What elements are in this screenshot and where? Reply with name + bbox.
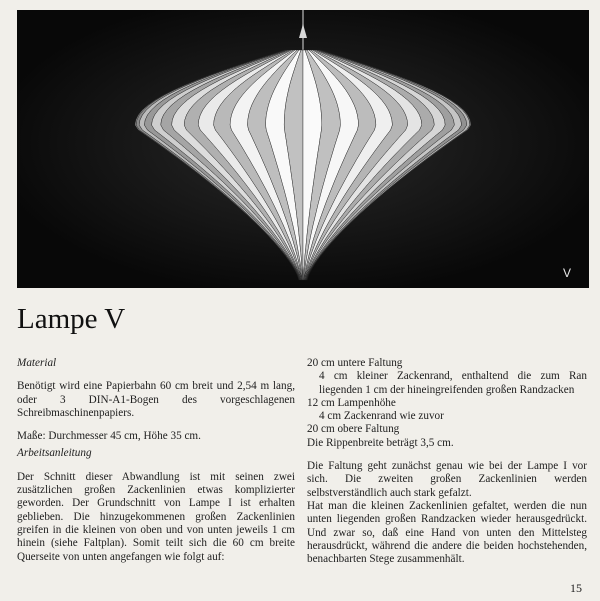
material-heading: Material bbox=[17, 357, 57, 369]
list-item: 4 cm kleiner Zackenrand, enthaltend die zum Ran liegenden 1 cm der hineingreifenden großen Randzacken bbox=[319, 370, 587, 396]
list-item: 4 cm Zackenrand wie zuvor bbox=[319, 410, 444, 423]
paragraph-folding: Die Faltung geht zunächst genau wie bei der Lampe I vor sich. Die zweiten großen Zackenlinien werden selbstverständlich auch stark gefalzt. bbox=[307, 460, 587, 499]
dimensions-text: Maße: Durchmesser 45 cm, Höhe 35 cm. bbox=[17, 430, 201, 443]
list-item: 20 cm untere Faltung bbox=[307, 357, 403, 369]
list-item: Die Rippenbreite beträgt 3,5 cm. bbox=[307, 436, 454, 449]
right-column bbox=[307, 357, 587, 566]
list-item: 12 cm Lampenhöhe bbox=[307, 396, 396, 409]
lamp-photo bbox=[17, 10, 589, 288]
page-number: 15 bbox=[570, 581, 582, 595]
list-item: 20 cm obere Faltung bbox=[307, 423, 400, 436]
instructions-text: Der Schnitt dieser Abwandlung ist mit seinen zwei zusätzlichen großen Zackenlinien etwas komplizierter geworden. Der Grundschnitt von Lampe I ist erhalten geblieben. Die hinzugekommenen großen Zackenlinien greifen in die kleinen von oben und von unten jeweils 1 cm hinein (siehe Faltplan). Somit teilt sich die 60 cm breite Querseite von unten angefangen wie folgt auf: bbox=[17, 470, 295, 563]
paragraph-zigzag: Hat man die kleinen Zackenlinien gefaltet, werden die nun unten liegenden großen Randzacken wieder herausgedrückt. Und zwar so, daß eine Hand von unten den Mittelsteg herausdrückt, während die andere die beiden hochstehenden, benachbarten Stege zusammenhält. bbox=[307, 499, 587, 566]
page-title: Lampe V bbox=[17, 303, 126, 335]
left-column bbox=[17, 357, 295, 564]
lamp-illustration bbox=[17, 10, 589, 288]
plate-label: V bbox=[562, 266, 571, 280]
instructions-heading: Arbeitsanleitung bbox=[17, 447, 92, 460]
material-text: Benötigt wird eine Papierbahn 60 cm breit und 2,54 m lang, oder 3 DIN-A1-Bogen des vorgeschlagenen Schreibmaschinenpapiers. bbox=[17, 380, 295, 419]
